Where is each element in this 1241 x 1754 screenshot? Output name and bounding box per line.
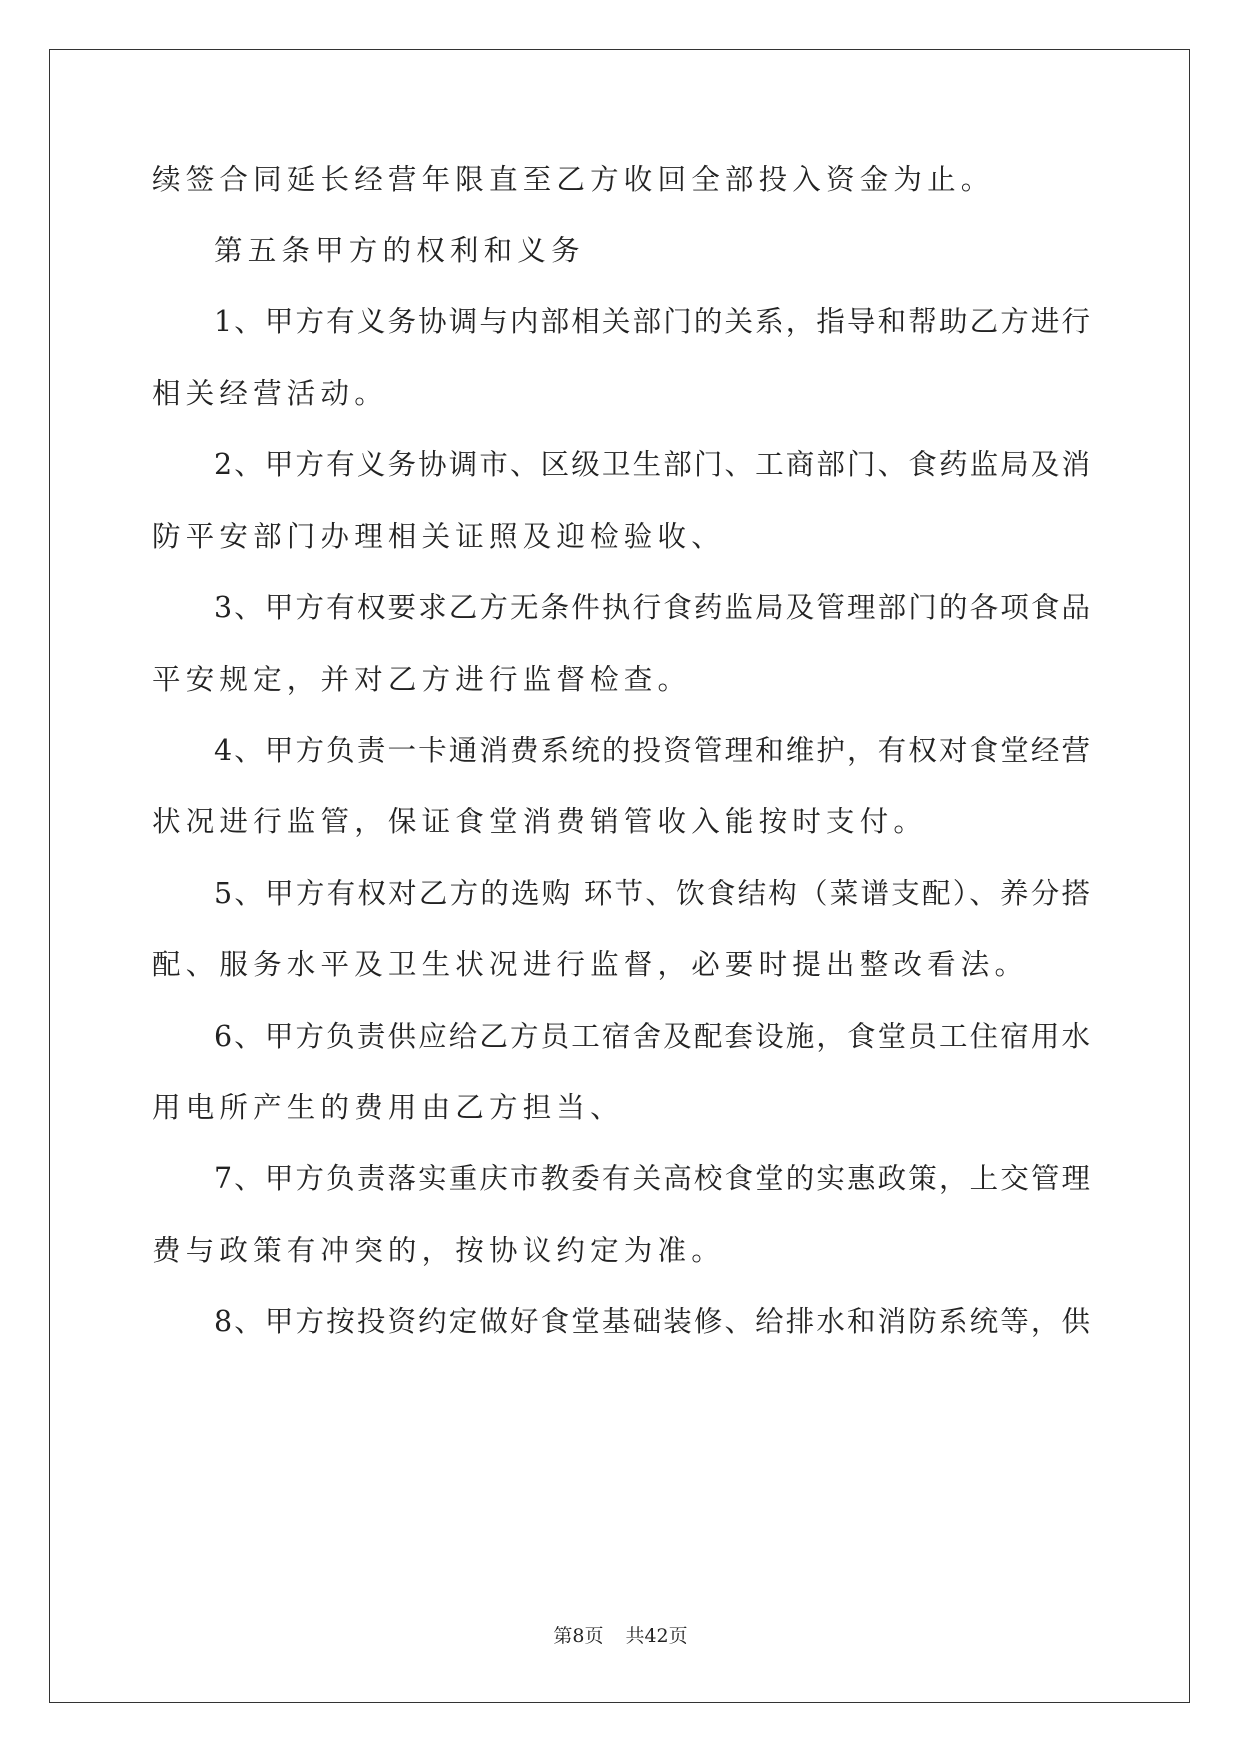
- text-line: 2、甲方有义务协调市、区级卫生部门、工商部门、食药监局及消: [214, 448, 1090, 481]
- text-line: 5、甲方有权对乙方的选购 环节、饮食结构（菜谱支配）、养分搭: [214, 877, 1090, 910]
- text-line: 续签合同延长经营年限直至乙方收回全部投入资金为止。: [152, 163, 995, 196]
- text-line: 平安规定，并对乙方进行监督检查。: [152, 663, 692, 696]
- current-page-number: 第8页: [553, 1625, 604, 1647]
- text-line: 状况进行监管，保证食堂消费销管收入能按时支付。: [152, 805, 928, 838]
- text-line: 配、服务水平及卫生状况进行监督，必要时提出整改看法。: [152, 948, 1029, 981]
- text-line: 1、甲方有义务协调与内部相关部门的关系，指导和帮助乙方进行: [214, 305, 1090, 338]
- text-line: 用电所产生的费用由乙方担当、: [152, 1091, 624, 1124]
- text-line: 7、甲方负责落实重庆市教委有关高校食堂的实惠政策，上交管理: [214, 1162, 1090, 1195]
- text-line: 6、甲方负责供应给乙方员工宿舍及配套设施，食堂员工住宿用水: [214, 1020, 1090, 1053]
- text-line: 8、甲方按投资约定做好食堂基础装修、给排水和消防系统等，供: [214, 1305, 1090, 1338]
- text-line: 相关经营活动。: [152, 377, 388, 410]
- text-line: 4、甲方负责一卡通消费系统的投资管理和维护，有权对食堂经营: [214, 734, 1090, 767]
- page-footer: [0, 1624, 1241, 1648]
- text-line: 费与政策有冲突的，按协议约定为准。: [152, 1234, 725, 1267]
- total-pages: 共42页: [625, 1625, 688, 1647]
- text-line: 3、甲方有权要求乙方无条件执行食药监局及管理部门的各项食品: [214, 591, 1090, 624]
- article-heading: 第五条甲方的权利和义务: [214, 234, 585, 267]
- text-line: 防平安部门办理相关证照及迎检验收、: [152, 520, 725, 553]
